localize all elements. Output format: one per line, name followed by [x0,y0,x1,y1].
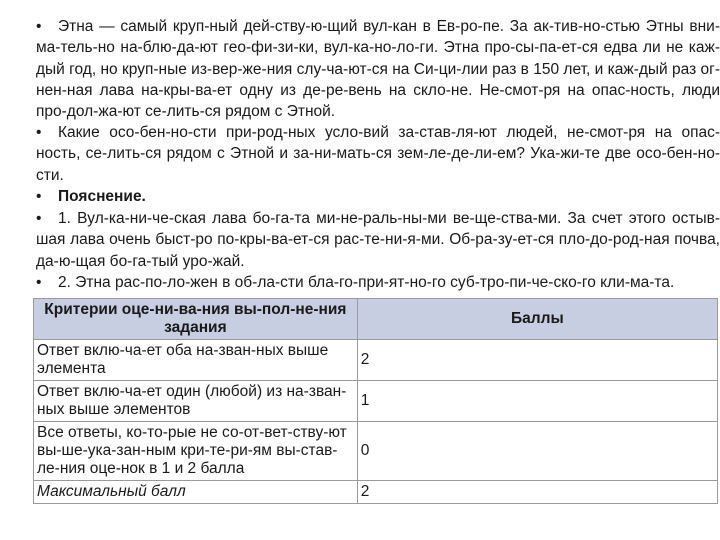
bullet: • [36,124,42,141]
table-row [34,340,718,381]
paragraph-explanation-heading [36,186,720,208]
explanation-heading: Пояснение. [58,188,146,205]
criteria-cell-max: Максимальный балл [34,481,358,504]
task-text [36,16,720,294]
paragraph-intro [36,16,720,122]
points-cell-max: 2 [357,481,717,504]
header-points: Баллы [357,299,717,340]
point-2-text: 2. Этна рас-по-ло-жен в об-ла-сти бла-го-при-ят-но-го суб-тро-пи-че-ско-го кли-ма-та. [58,274,675,291]
points-cell: 1 [357,381,717,422]
criteria-cell: Ответ вклю-ча-ет оба на-зван-ных выше элемента [34,340,358,381]
header-criteria: Критерии оце-ни-ва-ния вы-пол-не-ния задания [34,299,358,340]
criteria-cell: Все ответы, ко-то-рые не со-от-вет-ству-ют вы-ше-ука-зан-ным кри-те-ри-ям вы-став-ле-ния оце-нок в 1 и 2 балла [34,422,358,481]
table-header-row [34,299,718,340]
point-1-text: 1. Вул-ка-ни-че-ская лава бо-га-та ми-не-раль-ны-ми ве-ще-ства-ми. За счет этого остыв-шая лава очень быст-ро по-кры-ва-ет-ся рас-те-ни-я-ми. Об-ра-зу-ет-ся пло-до-род-ная почва, да-ю-щая бо-га-тый уро-жай. [36,210,720,270]
bullet: • [36,210,42,227]
intro-text: Этна — самый круп-ный дей-ству-ю-щий вул-кан в Ев-ро-пе. За ак-тив-но-стью Этны вни-ма-тель-но на-блю-да-ют гео-фи-зи-ки, вул-ка-но-ло-ги. Этна про-сы-па-ет-ся едва ли не каж-дый год, но круп-ные из-вер-же-ния слу-ча-ют-ся на Си-ци-лии раз в 150 лет, и каж-дый раз ог-нен-ная лава на-кры-ва-ет одну из де-ре-вень на скло-не. Не-смот-ря на опас-ность, люди про-дол-жа-ют се-лить-ся рядом с Этной. [36,18,720,121]
bullet: • [36,274,42,291]
question-text: Какие осо-бен-но-сти при-род-ных усло-вий за-став-ля-ют людей, не-смот-ря на опас-ность, се-лить-ся рядом с Этной и за-ни-мать-ся зем-ле-де-ли-ем? Ука-жи-те две осо-бен-но-сти. [36,124,720,184]
paragraph-question [36,122,720,186]
criteria-table [33,298,718,504]
table-row [34,422,718,481]
bullet: • [36,18,42,35]
points-cell: 0 [357,422,717,481]
paragraph-point-2 [36,272,720,294]
points-cell: 2 [357,340,717,381]
bullet: • [36,188,42,205]
paragraph-point-1 [36,208,720,272]
table-row [34,481,718,504]
table-row [34,381,718,422]
criteria-cell: Ответ вклю-ча-ет один (любой) из на-зван-ных выше элементов [34,381,358,422]
